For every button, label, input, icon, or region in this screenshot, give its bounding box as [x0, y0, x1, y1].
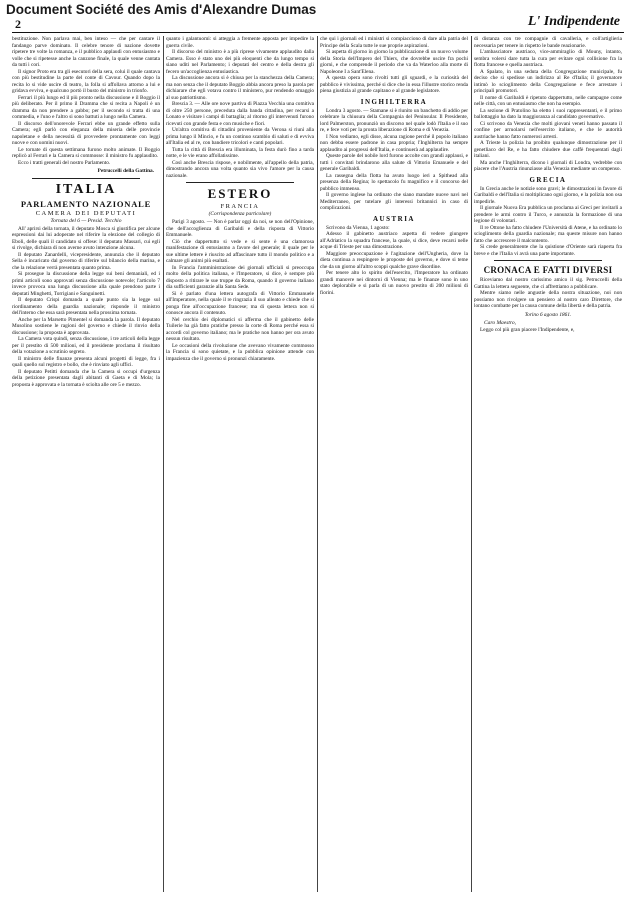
paragraph: In Grecia anche le notizie sono gravi; le dimostrazioni in favore di Garibaldi e dell'Italia si moltiplicano ogni giorno, e la polizia non osa impedirle. — [474, 185, 622, 205]
paragraph: che qui i giornali ed i ministri si compiacciono di dare alla patria del Principe della Scala tutte le sue proprie aspirazioni. — [320, 36, 468, 49]
column-4 — [474, 36, 622, 894]
dateline: Torino 6 agosto 1861. — [524, 311, 572, 318]
column-2 — [166, 36, 314, 894]
paragraph: Si è parlato d'una lettera autografa di Vittorio Emmanuele all'Imperatore, nella quale il re ringrazia il suo alleato e chiede che si ponga fine all'occupazione francese; ma di questa lettera non si conosce ancora il contenuto. — [166, 290, 314, 316]
paragraph: Ma anche l'Inghilterra, dicono i giornali di Londra, vedrebbe con piacere che l'Austria rinunziasse alla Venezia mediante un compenso. — [474, 159, 622, 172]
divider — [32, 178, 140, 179]
column-rule — [471, 36, 472, 892]
page-number: 2 — [15, 17, 21, 31]
paragraph: Si aspetta di giorno in giorno la pubblicazione di un nuovo volume della Storia dell'Impero del Thiers, che dovrebbe uscire fra pochi giorni, e che comprende il periodo che va da Waterloo alla morte di Napoleone I a Sant'Elena. — [320, 49, 468, 75]
paragraph: Il re Ottone ha fatto chiudere l'Università di Atene, e ha ordinato lo scioglimento della guardia nazionale; ma queste misure non hanno fatto che accrescere il malcontento. — [474, 224, 622, 244]
paragraph: Il deputato Zanardelli, vicepresidente, annunzia che il deputato Sella è incaricato dal governo di riferire sul bilancio della marina, e che la relazione verrà presentata quanto prima. — [12, 251, 160, 271]
paragraph: di distanza con tre compagnie di cavalleria, e coll'artiglieria necessaria per tenere in rispetto le bande reazionarie. — [474, 36, 622, 49]
paragraph: La discussione ancora si è chiusa per la stanchezza della Camera; ma non senza che il deputato Boggio abbia ancora preso la parola per dichiarare che egli votava contro il ministero, pur rendendo omaggio al suo patriottismo. — [166, 75, 314, 101]
section-title-italia: ITALIA — [55, 181, 117, 197]
paragraph: Il discorso del ministro è a più riprese vivamente applaudito dalla Camera. Esso è stato uno dei più eloquenti che da lungo tempo si siano uditi nel Parlamento; i deputati del centro e della destra gli fecero un'accoglienza entusiastica. — [166, 49, 314, 75]
paragraph: A Spalato, in una seduta della Congregazione municipale, fu deciso che si spedisse un indirizzo al Re d'Italia; il governatore intimò lo scioglimento della Congregazione e fece arrestare i principali promotori. — [474, 68, 622, 94]
paragraph: In Francia l'amministrazione dei giornali ufficiali si preoccupa molto della politica italiana, e l'Imperatore, si dice, è sempre più disposto a ritirare le sue truppe da Roma, quando il governo italiano dia sufficienti garanzie alla Santa Sede. — [166, 264, 314, 290]
section-title-inghilterra: INGHILTERRA — [360, 97, 428, 106]
column-rule — [317, 36, 318, 892]
paragraph: Queste parole del nobile lord furono accolte con grandi applausi, e tutti i convitati brindarono alla salute di Vittorio Emanuele e del generale Garibaldi. — [320, 153, 468, 172]
divider — [494, 260, 602, 261]
paragraph: Maggiore preoccupazione è l'agitazione dell'Ungheria, dove la dieta continua a respingere le proposte del governo, e dove si teme che da un giorno all'altro scoppi qualche grave disordine. — [320, 250, 468, 270]
paragraph: Ci scrivono da Venezia che molti giovani veneti hanno passato il confine per arruolarsi nell'esercito italiano, e che le autorità austriache hanno fatto numerosi arresti. — [474, 120, 622, 140]
paragraph: La rassegna della flotta ha avuto luogo ieri a Spithead alla presenza della Regina; lo spettacolo fu magnifico e il concorso del pubblico immenso. — [320, 172, 468, 192]
paragraph: L'ambasciatore austriaco, vice-ammiraglio di Mouny, intanto, sembra volersi dare tutta la cura per evitare ogni collisione fra la flotta francese e quella austriaca. — [474, 49, 622, 68]
section-title-grecia: GRECIA — [529, 175, 567, 184]
paragraph: Tutta la città di Brescia era illuminata, la festa durò fino a tarda notte, e le vie erano affollatissime. — [166, 146, 314, 159]
paragraph: quanto i galantuomi: si atteggia a fremente apposta per impedire la guerra civile. — [166, 36, 314, 49]
section-subtitle: FRANCIA — [220, 203, 260, 210]
correspondence-note: (Corrispondenza particolare) — [208, 211, 272, 217]
paragraph: Adesso il gabinetto austriaco aspetta di vedere giungere all'Adriatico la squadra francese, la quale, si dice, deve recarsi nelle acque di Trieste per una dimostrazione. — [320, 231, 468, 250]
paragraph: Leggo col più gran piacere l'Indipendente, e, — [480, 326, 575, 333]
paragraph: I Non vediamo, egli disse, alcuna ragione perché il popolo italiano non debba essere padrone in casa propria; l'Inghilterra ha sempre applaudito ai progressi dell'Italia, e continuerà ad applaudire. — [320, 133, 468, 153]
paragraph: Nel cerchio dei diplomatici si afferma che il gabinetto delle Tuilerie ha già fatto pratiche presso la corte di Roma perché essa si accordi col governo italiano; ma le pratiche non hanno per ora avuto nessun risultato. — [166, 316, 314, 342]
paragraph: Parigi 3 agosto. — Non è parlar oggi da noi, se non dell'Opinione, che dell'accoglienza di Garibaldi e della risposta di Vittorio Emmanuele. — [166, 219, 314, 238]
paragraph: A questa opera sono rivolti tutti gli sguardi, e la curiosità del pubblico è vivissima, perché si dice che in essa l'illustre storico renda piena giustizia al grande capitano e al grande legislatore. — [320, 75, 468, 94]
paragraph: Il giornale Nuova Era pubblica un proclama ai Greci per invitarli a prendere le armi contro il Turco, e annunzia la formazione di una legione di volontari. — [474, 205, 622, 224]
salutation: Caro Maestro, — [484, 319, 516, 326]
paragraph: Così anche Brescia rispose, e nobilmente, all'appello della patria, dimostrando ancora una volta quanto sia vivo l'amore per la causa nazionale. — [166, 159, 314, 179]
paragraph: Londra 3 agosto. — Stamane si è riunito un banchetto di addio per celebrare la chiusura della Compagnia del Peninsular. Il Presidente, lord Palmerston, pronunziò un discorso nel quale lodò l'Italia e il suo re, e fece voti per la pronta liberazione di Roma e di Venezia. — [320, 107, 468, 133]
paragraph: La Camera vota quindi, senza discussione, i tre articoli della legge per il prestito di 500 milioni, ed il presidente proclama il risultato della votazione a scrutinio segreto. — [12, 336, 160, 355]
paragraph: Un'altra comitiva di cittadini proveniente da Verona si riunì alla prima lungo il Mincio, e fu un continuo scambio di saluti e di evviva all'Italia ed al re, con bandiere tricolori e canti popolari. — [166, 127, 314, 146]
paragraph: Si crede generalmente che la quistione d'Oriente sarà riaperta fra breve e che l'Italia vi avrà una parte importante. — [474, 244, 622, 257]
divider — [186, 182, 294, 183]
paragraph: Anche per la Marsetto Pimentel si domanda la parola. Il deputato Musolino sostiene le ragioni del governo e chiede il rinvio della discussione; la proposta è approvata. — [12, 316, 160, 336]
section-subtitle: PARLAMENTO NAZIONALE — [20, 198, 152, 209]
section-title-cronaca: CRONACA E FATTI DIVERSI — [483, 265, 613, 275]
masthead: L' Indipendente — [527, 14, 620, 29]
column-rule — [163, 36, 164, 892]
paragraph: Il ministro delle finanze presenta alcuni progetti di legge, fra i quali quello sul registro e bollo, che è rinviato agli uffici. — [12, 355, 160, 368]
paragraph: Mentre siamo nelle angustie della nostra situazione, noi non possiamo non rivolgere un pensiero al nostro caro Direttore, che lontano combatte per la causa comune della libertà e della patria. — [474, 290, 622, 309]
paragraph: All' aprirsi della tornata, il deputato Mosca si giustifica per alcune espressioni dai lui adoperate nel riferire la elezione del collegio di Eboli, delle quali il candidato si offese: il deputato Massari, cui egli si rivolge, dichiara di non averne avuto intenzione alcuna. — [12, 225, 160, 251]
paragraph: Le tornate di questa settimana furono molto animate. Il Boggio replicò al Ferrari e la Camera si commosse: il ministro fu applaudito. — [12, 146, 160, 159]
paragraph: Ferrari il più lungo ed il più pronto nella discussione e il Boggio il più deliberato. Per il primo il Dramma che si recita a Napoli è un dramma da non prendere a gabbo; per il secondo si tratta di una commedia, e l'uno e l'altro si sono battuti a lungo nella Camera. — [12, 94, 160, 120]
paragraph: Il deputato Petitti domanda che la Camera si occupi d'urgenza della petizione presentata dagli abitanti di Gaeta e di Mola; la proposta è approvata e la tornata è sciolta alle ore 5 e mezzo. — [12, 368, 160, 388]
paragraph: Riceviamo dal nostro carissimo amico il sig. Petruccelli della Gattina la lettera seguente, che ci affrettiamo a pubblicare. — [474, 277, 622, 290]
paragraph: Il discorso dell'onorevole Ferrari ebbe un grande effetto sulla Camera; egli parlò con eleganza della miseria delle provincie napoletane e della necessità di provvedere prontamente con leggi nuove e con uomini nuovi. — [12, 120, 160, 146]
paragraph: Brescia 3. — Alle ore nove partiva di Piazza Vecchia una comitiva di oltre 250 persone, preceduta dalla banda cittadina, per recarsi a Lonato e visitare i campi di battaglia; al ritorno gli intervenuti furono ricevuti con grande festa e con musiche e fiori. — [166, 101, 314, 127]
paragraph: Ecco i tratti generali del nostro Parlamento. — [18, 159, 111, 166]
paragraph: Il nome di Garibaldi è ripetuto dappertutto, nelle campagne come nelle città, con un entusiasmo che non ha esempio. — [474, 94, 622, 107]
section-title-austria: AUSTRIA — [372, 214, 415, 223]
newspaper-page — [12, 36, 624, 896]
paragraph: Il deputato Crispi domanda a quale punto sia la legge sul riordinamento della guardia nazionale; risponde il ministro dell'interno che essa sarà presentata nella prossima tornata. — [12, 297, 160, 316]
session-line: Tornata del 6 — Presid. Tecchio — [50, 217, 122, 224]
paragraph: A Trieste la polizia ha proibito qualunque dimostrazione per il genetliaco del Re, e ha fatto chiudere due caffè frequentati dagli italiani. — [474, 140, 622, 159]
paragraph: Ciò che dappertutto si vede e si sente è una clamorosa manifestazione di entusiasmo a favore del generale; il quale per le sue ultime lettere è riuscito ad affascinare tutto il mondo politico e a calmare gli animi più esaltati. — [166, 238, 314, 264]
paragraph: Scrivono da Vienna, 1 agosto: — [326, 224, 390, 231]
column-3 — [320, 36, 468, 894]
paragraph: Il signor Proto era tra gli esecutori della sera, colui il quale cantava con più bestitudine la parte del conte di Cavour. Quando dopo la recita lo si vide uscire di teatro, la folla si affollava attorno a lui e gridava evviva, e qualcuno portò il busto del ministro in trionfo. — [12, 68, 160, 94]
column-1 — [12, 36, 160, 894]
paragraph: bestituzione. Non parlava mai, ben inteso — che per cantare il fandango parve dominato. Il celebre tenore di nazione dovette ripetere tre volte la romanza, e il pubblico applaudì con entusiasmo e volle che si ripetesse anche la canzone finale, la quale venne cantata da tutti i cori. — [12, 36, 160, 68]
watermark: Document Société des Amis d'Alexandre Dumas — [6, 2, 317, 17]
section-subtitle: CAMERA DEI DEPUTATI — [35, 209, 137, 217]
section-title-estero: ESTERO — [207, 186, 273, 201]
paragraph: La sezione di Pratolino ha eletto i suoi rappresentanti, e il primo ballottaggio ha dato la maggioranza al candidato governativo. — [474, 107, 622, 120]
paragraph: Si prosegue la discussione della legge sui beni demaniali, ed i primi articoli sono approvati senza discussione notevole; l'articolo 7 invece provoca una lunga discussione alla quale prendono parte i deputati Minghetti, Torrigiani e Sanguinetti. — [12, 271, 160, 297]
signature: Petruccelli della Gattina. — [97, 168, 154, 174]
paragraph: Per tenere alto lo spirito dell'esercito, l'Imperatore ha ordinato grandi manovre nei dintorni di Vienna; ma le finanze sono in uno stato deplorabile e si parla di un nuovo prestito di 200 milioni di fiorini. — [320, 270, 468, 296]
paragraph: Il governo inglese ha ordinato che siano mandate nuove navi nel Mediterraneo, per tutelare gli interessi britannici in caso di complicazioni. — [320, 192, 468, 211]
paragraph: Le occasioni della rivoluzione che avevano vivamente commosso la Francia si sono quietate, e la pubblica opinione attende con impazienza che il governo si pronunzi chiaramente. — [166, 342, 314, 362]
